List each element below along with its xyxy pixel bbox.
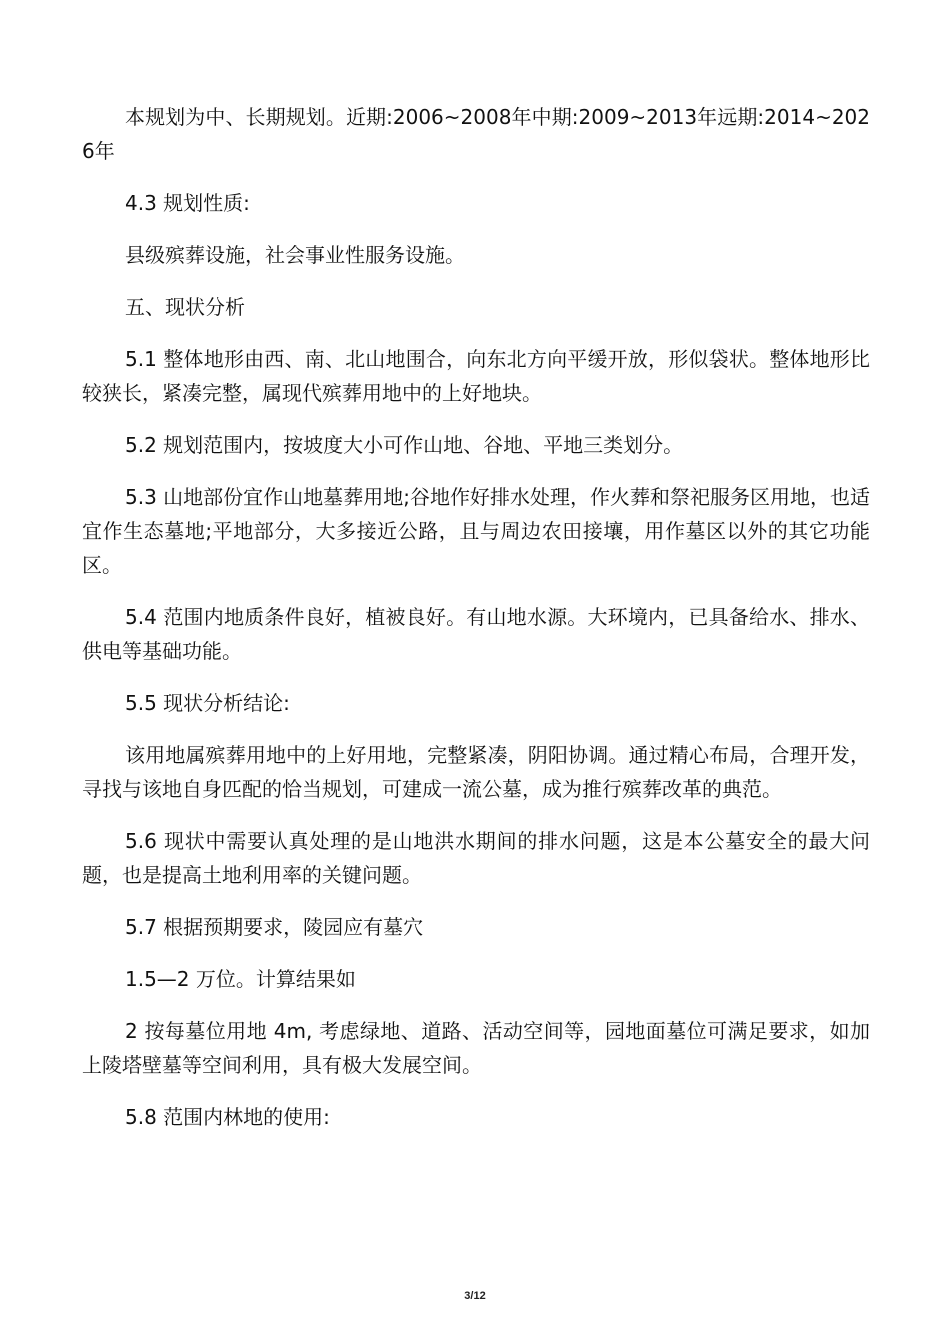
heading-5-8: 5.8 范围内林地的使用: [125,1105,330,1129]
paragraph-capacity: 1.5—2 万位。计算结果如 [125,967,356,991]
paragraph-5-1: 5.1 整体地形由西、南、北山地围合，向东北方向平缓开放，形似袋状。整体地形比较狭长，紧凑完整，属现代殡葬用地中的上好地块。 [82,347,870,405]
heading-5-5: 5.5 现状分析结论: [125,691,290,715]
paragraph-5-7: 5.7 根据预期要求，陵园应有墓穴 [125,915,424,939]
heading-4-3: 4.3 规划性质: [125,191,250,215]
paragraph-plan-period: 本规划为中、长期规划。近期:2006~2008年中期:2009~2013年远期:2014~2026年 [82,105,870,163]
paragraph-5-2: 5.2 规划范围内，按坡度大小可作山地、谷地、平地三类划分。 [125,433,684,457]
page-number: 3/12 [464,1290,486,1302]
document-body [82,100,870,1152]
paragraph-conclusion: 该用地属殡葬用地中的上好用地，完整紧凑，阴阳协调。通过精心布局，合理开发，寻找与该地自身匹配的恰当规划，可建成一流公墓，成为推行殡葬改革的典范。 [82,743,870,801]
heading-section-5: 五、现状分析 [125,295,245,319]
paragraph-5-3: 5.3 山地部份宜作山地墓葬用地;谷地作好排水处理，作火葬和祭祀服务区用地，也适宜作生态墓地;平地部分，大多接近公路，且与周边农田接壤，用作墓区以外的其它功能区。 [82,485,870,577]
paragraph-land-use: 2 按每墓位用地 4m, 考虑绿地、道路、活动空间等，园地面墓位可满足要求，如加上陵塔壁墓等空间利用，具有极大发展空间。 [82,1019,870,1077]
paragraph-plan-nature: 县级殡葬设施，社会事业性服务设施。 [125,243,465,267]
paragraph-5-4: 5.4 范围内地质条件良好，植被良好。有山地水源。大环境内，已具备给水、排水、供电等基础功能。 [82,605,870,663]
paragraph-5-6: 5.6 现状中需要认真处理的是山地洪水期间的排水问题，这是本公墓安全的最大问题，也是提高土地利用率的关键问题。 [82,829,870,887]
